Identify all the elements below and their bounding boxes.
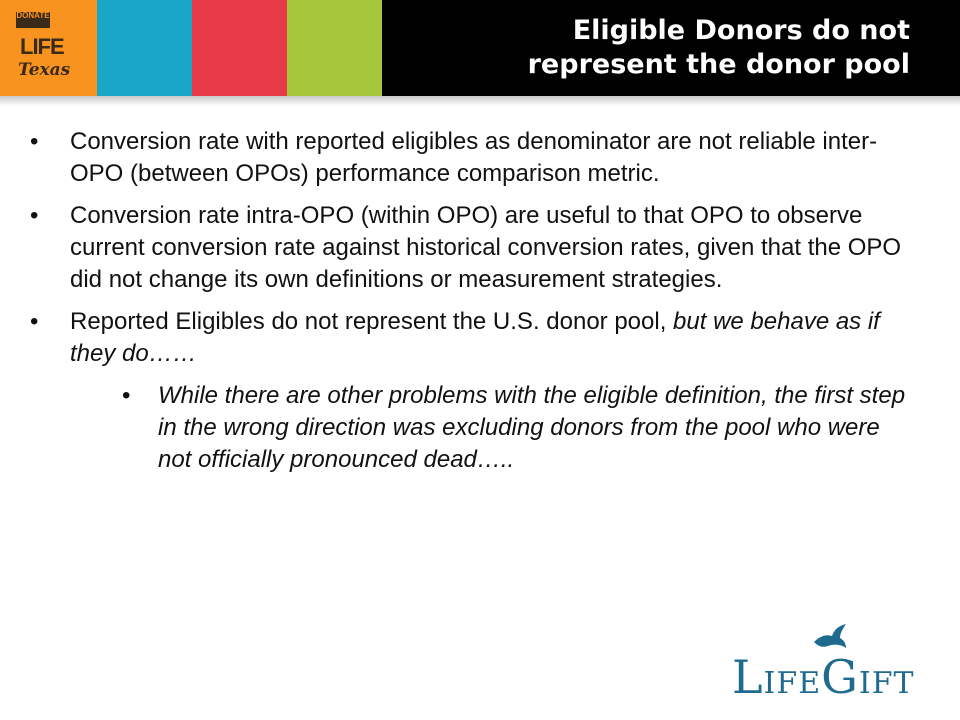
donate-life-texas-logo [0,0,97,96]
sub-bullet-item [70,380,908,476]
slide-title [528,14,910,82]
title-line-1: Eligible Donors do not [572,15,910,46]
red-stripe [192,0,287,96]
header-shadow [0,96,960,106]
lifegift-logo [728,622,938,702]
header-banner [0,0,960,96]
bullet-item [28,306,908,476]
bullet-item [28,200,908,296]
lifegift-wordmark: LIFEGIFT [732,650,915,704]
title-line-2: represent the donor pool [527,49,910,80]
logo-texas-label: Texas [18,60,71,80]
bullet-text: Conversion rate with reported eligibles as denominator are not reliable inter-OPO (between OPOs) performance comparison metric. [70,128,878,187]
logo-donate-label: DONATE [16,12,50,28]
green-stripe [287,0,382,96]
blue-stripe [97,0,192,96]
sub-bullet-text: While there are other problems with the eligible definition, the first step in the wrong direction was excluding donors from the pool who were not officially pronounced dead….. [158,382,906,473]
bullet-item [28,126,908,190]
logo-life-label: LIFE [20,34,64,59]
bullet-list [28,126,908,476]
bullet-text: Conversion rate intra-OPO (within OPO) are useful to that OPO to observe current conversion rate against historical conversion rates, given that the OPO did not change its own definitions or measurement strategies. [70,202,902,293]
sub-bullet-list [70,380,908,476]
bullet-text: Reported Eligibles do not represent the U.S. donor pool, [70,308,674,335]
bullet-italic-text: but we behave as if they do…… [70,308,880,367]
slide-body [28,126,908,486]
